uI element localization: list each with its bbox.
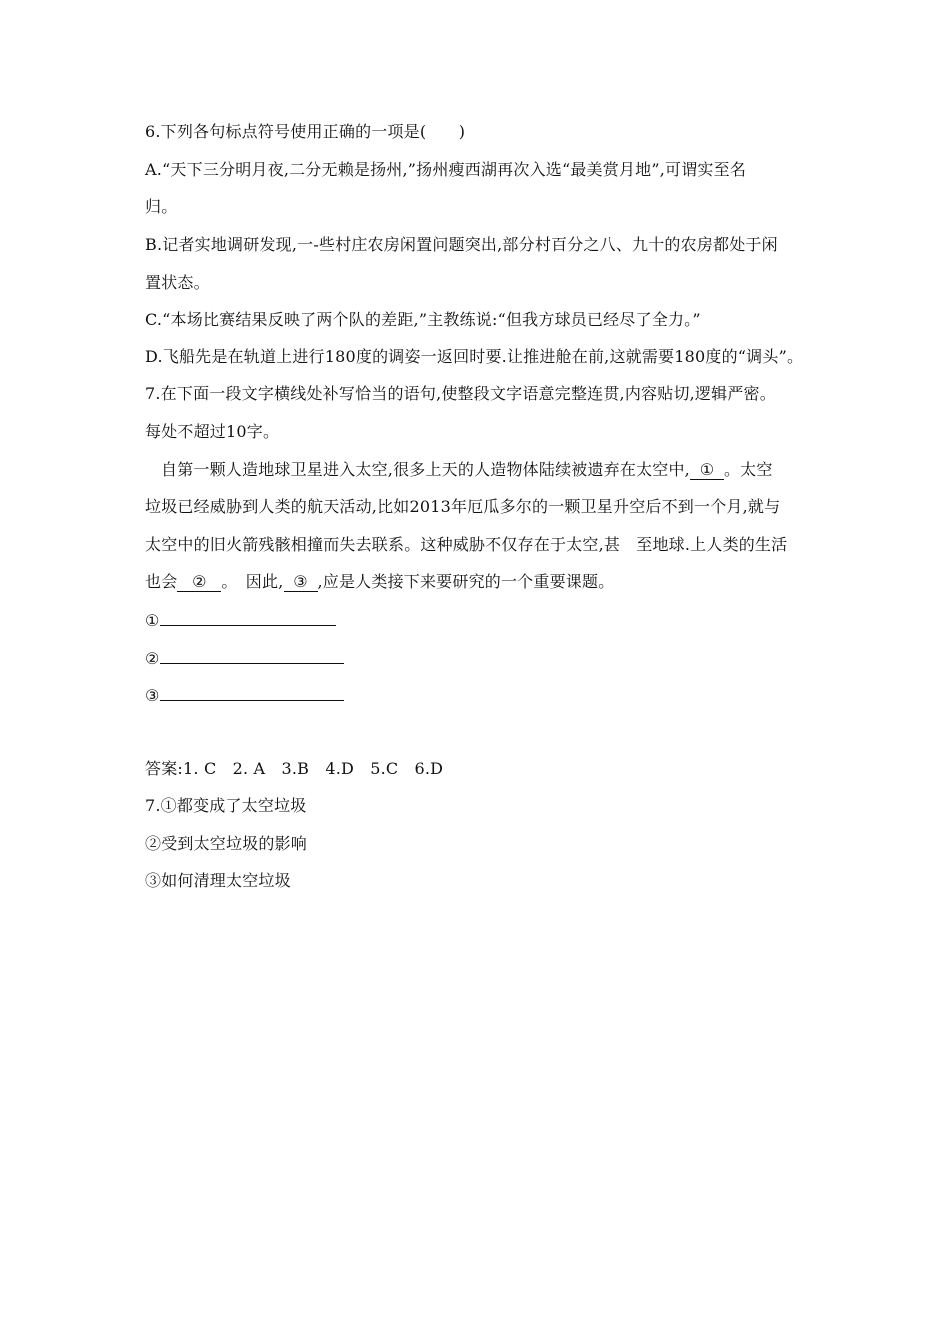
answer-field-label: ① bbox=[145, 611, 160, 630]
q6-option-d: D.飞船先是在轨道上进行180度的调姿一返回时要.让推进舱在前,这就需要180度的“调头”。 bbox=[145, 347, 804, 366]
passage-text: 也会 bbox=[145, 572, 178, 591]
q6-option-a-line-1: A.“天下三分明月夜,二分无赖是扬州,”扬州瘦西湖再次入选“最美赏月地”,可谓实至名 bbox=[145, 160, 747, 179]
q7-passage-line-3: 太空中的旧火箭残骸相撞而失去联系。这种威胁不仅存在于太空,甚 至地球.上人类的生活 bbox=[145, 535, 788, 554]
q6-option-a-line-2: 归。 bbox=[145, 197, 178, 216]
answer-field-3[interactable] bbox=[145, 684, 344, 706]
answer-key-line-4: ③如何清理太空垃圾 bbox=[145, 871, 291, 890]
passage-blank-2: ② bbox=[177, 573, 221, 592]
answer-key-line-3: ②受到太空垃圾的影响 bbox=[145, 834, 308, 853]
passage-text: 自第一颗人造地球卫星进入太空,很多上天的人造物体陆续被遗弃在太空中, bbox=[161, 460, 690, 479]
answer-field-1[interactable] bbox=[145, 609, 336, 631]
answer-blank-line[interactable] bbox=[160, 684, 344, 701]
q6-option-c: C.“本场比赛结果反映了两个队的差距,”主教练说:“但我方球员已经尽了全力。” bbox=[145, 310, 701, 329]
passage-text: ,应是人类接下来要研究的一个重要课题。 bbox=[317, 572, 615, 591]
answer-blank-line[interactable] bbox=[160, 647, 344, 664]
answer-blank-line[interactable] bbox=[160, 609, 336, 626]
q7-passage-line-1 bbox=[161, 460, 773, 480]
q6-option-b-line-1: B.记者实地调研发现,一-些村庄农房闲置问题突出,部分村百分之八、九十的农房都处于闲 bbox=[145, 235, 778, 254]
answer-field-label: ② bbox=[145, 649, 160, 668]
q6-stem: 6.下列各句标点符号使用正确的一项是( ) bbox=[145, 122, 466, 141]
q7-passage-line-2: 垃圾已经威胁到人类的航天活动,比如2013年厄瓜多尔的一颗卫星升空后不到一个月,就与 bbox=[145, 497, 781, 516]
passage-blank-3: ③ bbox=[284, 573, 318, 592]
passage-text: 。 因此, bbox=[221, 572, 284, 591]
q7-stem-line-2: 每处不超过10字。 bbox=[145, 422, 280, 441]
passage-blank-1: ① bbox=[690, 461, 724, 480]
answer-key-line-2: 7.①都变成了太空垃圾 bbox=[145, 796, 307, 815]
answer-field-2[interactable] bbox=[145, 647, 344, 669]
q7-passage-line-4 bbox=[145, 572, 614, 592]
answer-key-line-1: 答案:1. C 2. A 3.B 4.D 5.C 6.D bbox=[145, 759, 444, 778]
q7-stem-line-1: 7.在下面一段文字横线处补写恰当的语句,使整段文字语意完整连贯,内容贴切,逻辑严密。 bbox=[145, 384, 776, 403]
answer-field-label: ③ bbox=[145, 686, 160, 705]
passage-text: 。太空 bbox=[723, 460, 773, 479]
q6-option-b-line-2: 置状态。 bbox=[145, 273, 210, 292]
